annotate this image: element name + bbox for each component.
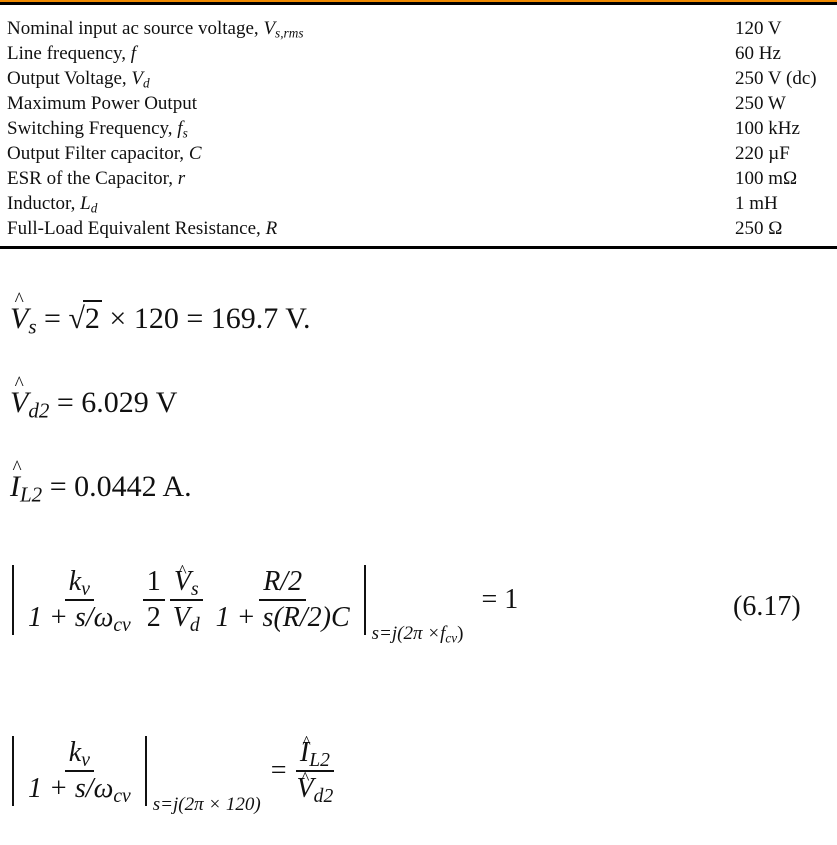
table-row [0,191,830,216]
param-value: 100 kHz [735,118,800,139]
param-name: Full-Load Equivalent Resistance, R [7,218,278,239]
table-row [0,41,830,66]
equation-il2: ^ $I_{L2} = 0.0442$ A. [10,470,192,504]
param-value: 250 Ω [735,218,783,239]
param-name: Nominal input ac source voltage, $V_{s,rms}$ [7,18,304,41]
param-name: Line frequency, f [7,43,137,64]
param-value: 120 V [735,18,782,39]
table-row [0,216,830,241]
equation-number: (6.17) [733,591,801,622]
equation-vs-peak: ^ $V_s = √2 \times 120 = 169.7$ V. [10,300,311,336]
table-row [0,66,830,91]
table-row [0,16,830,41]
table-row [0,166,830,191]
table-bottom-rule [0,246,837,249]
param-value: 100 mΩ [735,168,798,189]
fraction-il2-vd2: ^ $I_{L2}$ ^ $V_{d2}$ [293,736,338,806]
param-value: 250 W [735,93,786,114]
table-row [0,141,830,166]
equation-kv-ratio: $\frac{k_v}{1 + s/\omega_{cv}}$ s=j(2π × 120) = ^ $I_{L2}$ ^ $V_{d2}$ [8,736,343,806]
param-name: Inductor, $L_d$ [7,193,98,216]
param-name: ESR of the Capacitor, r [7,168,186,189]
table-row [0,91,830,116]
parameter-table [0,16,830,241]
fraction-kv: $\frac{k_v}{1 + s/\omega_{cv}}$ [28,566,131,636]
table-top-rule [0,0,837,5]
param-name: Output Filter capacitor, C [7,143,202,164]
fraction-half: $\frac{1}{2}$ [143,565,165,635]
param-name: Output Voltage, $V_d$ [7,68,150,91]
param-value: 220 µF [735,143,790,164]
fraction-load: $\frac{R/2}{1 + s(R/2)C}$ [215,566,350,633]
fraction-kv-2: $\frac{k_v}{1 + s/\omega_{cv}}$ [28,737,131,807]
param-name: Maximum Power Output [7,93,197,114]
table-row [0,116,830,141]
param-value: 1 mH [735,193,778,214]
equation-6-17: $\frac{k_v}{1 + s/\omega_{cv}}$ $\frac{1}{2}$ ^ $\frac{V_s}{V_d}$ $\frac{R/2}{1 + s(R/2)C}$ $s=j(2\pi \times f_{cv})$ = 1 [8,565,518,635]
fraction-vs-vd: ^ $\frac{V_s}{V_d}$ [169,565,204,635]
param-value: 250 V (dc) [735,68,817,89]
param-name: Switching Frequency, $f_s$ [7,118,188,141]
equation-vd2: ^ $V_{d2} = 6.029$ V [10,386,177,420]
param-value: 60 Hz [735,43,781,64]
